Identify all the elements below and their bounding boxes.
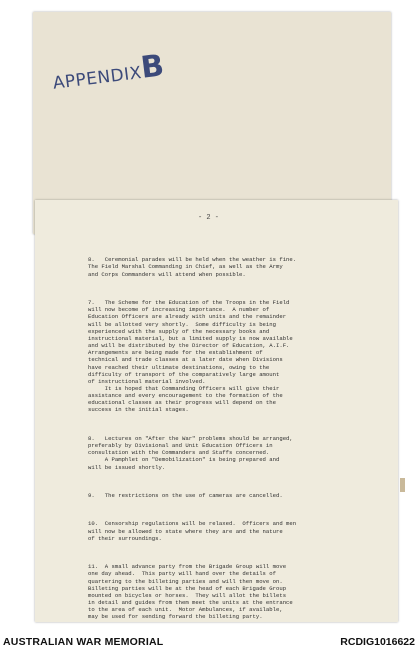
- archive-id: RCDIG1016622: [340, 636, 415, 648]
- appendix-label: APPENDIX: [51, 63, 143, 94]
- paragraph-8-lectures: 8. Lectures on "After the War" problems should be arranged, preferably by Divisional and Unit Education Officers in consultation with the Commanders and Staffs concerned. A Pamphlet on "Demobilization" is being prepared and will be issued shortly.: [88, 434, 293, 471]
- paragraph-10-censorship: 10. Censorship regulations will be relaxed. Officers and men will now be allowed to state where they are and the nature of their surroundings.: [88, 520, 297, 542]
- paper-edge-mark: [400, 478, 405, 492]
- document-body: [88, 242, 388, 635]
- page-number: - 2 -: [198, 214, 220, 222]
- paragraph-9-cameras: 9. The restrictions on the use of cameras are cancelled.: [88, 492, 283, 499]
- paragraph-11-advance-party: 11. A small advance party from the Brigade Group will move one day ahead. This party will hand over the details of quartering to the billeting parties and will then move on. Billeting parties will be at the head of each Brigade Group mounted on bicycles or horses. They will allot the billets in detail and guides from them meet the units at the entrance to the area of each unit. Motor Ambulances, if available, may be used for sending forward the billeting party.: [88, 563, 293, 621]
- archive-credit: AUSTRALIAN WAR MEMORIAL: [3, 636, 164, 648]
- paragraph-8-ceremonial: 8. Ceremonial parades will be held when the weather is fine. The Field Marshal Commanding in Chief, as well as the Army and Corps Commanders will attend when possible.: [88, 256, 297, 278]
- paragraph-7-education: 7. The Scheme for the Education of the Troops in the Field will now become of increasing importance. A number of Education Officers are already with units and the remainder will be allotted very shortly. Some difficulty is being experienced with the supply of the necessary books and instructional material, but a limited supply is now available and will be distributed by the Director of Education, A.I.F. Arrangements are being made for the establishment of technical and trade classes at a later date when Divisions have reached their ultimate destinations, owing to the difficulty of transport of the comparatively large amount of instructional material involved. It is hoped that Commanding Officers will give their assistance and every encouragement to the formation of the educational classes as their progress will depend on the success in the initial stages.: [88, 299, 293, 414]
- appendix-letter: B: [138, 48, 167, 86]
